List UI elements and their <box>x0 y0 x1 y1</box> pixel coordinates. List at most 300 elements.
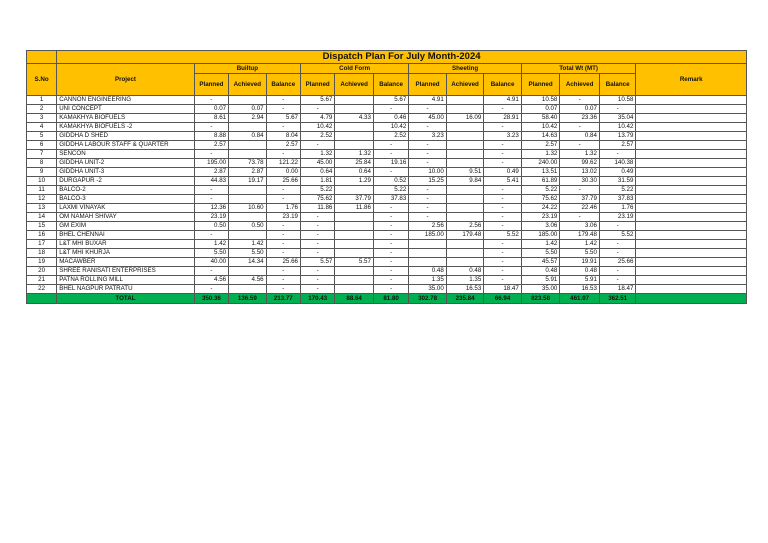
table-row <box>27 213 747 222</box>
dispatch-plan-table <box>26 50 747 304</box>
value-cell: 19.16 <box>373 159 408 168</box>
value-cell: 0.84 <box>560 132 600 141</box>
sub-header-planned: Planned <box>409 74 447 96</box>
value-cell: 5.41 <box>484 177 522 186</box>
sub-header-achieved: Achieved <box>229 74 267 96</box>
cold-form-header: Cold Form <box>300 64 408 74</box>
value-cell: 45.57 <box>521 258 560 267</box>
project-cell: BHEL CHENNAI <box>57 231 195 240</box>
value-cell <box>229 123 267 132</box>
value-cell: 5.22 <box>521 186 560 195</box>
value-cell: - <box>373 285 408 294</box>
remark-cell <box>636 123 747 132</box>
value-cell <box>335 231 374 240</box>
project-cell: KAMAKHYA BIOFUELS -2 <box>57 123 195 132</box>
value-cell: 0.00 <box>266 168 300 177</box>
value-cell <box>229 96 267 105</box>
value-cell: 5.50 <box>521 249 560 258</box>
value-cell: - <box>194 195 228 204</box>
value-cell: 23.19 <box>599 213 635 222</box>
value-cell: - <box>409 186 447 195</box>
value-cell: - <box>266 267 300 276</box>
project-cell: LAXMI VINAYAK <box>57 204 195 213</box>
value-cell: 0.64 <box>300 168 334 177</box>
value-cell: 44.83 <box>194 177 228 186</box>
value-cell: - <box>409 141 447 150</box>
value-cell: - <box>373 258 408 267</box>
total-value-cell: 66.94 <box>484 294 522 304</box>
value-cell: - <box>599 240 635 249</box>
value-cell: - <box>484 204 522 213</box>
remark-cell <box>636 114 747 123</box>
value-cell: 35.00 <box>409 285 447 294</box>
value-cell: - <box>484 258 522 267</box>
value-cell <box>229 186 267 195</box>
sub-header-planned: Planned <box>300 74 334 96</box>
value-cell: - <box>599 150 635 159</box>
value-cell <box>335 240 374 249</box>
table-row <box>27 222 747 231</box>
value-cell: 2.56 <box>409 222 447 231</box>
value-cell: - <box>484 141 522 150</box>
project-cell: SENCON <box>57 150 195 159</box>
value-cell: - <box>373 249 408 258</box>
value-cell <box>446 186 484 195</box>
total-value-cell: 350.36 <box>194 294 228 304</box>
value-cell <box>446 123 484 132</box>
value-cell: - <box>599 249 635 258</box>
sub-header-achieved: Achieved <box>335 74 374 96</box>
value-cell: 10.58 <box>521 96 560 105</box>
value-cell: 12.36 <box>194 204 228 213</box>
value-cell: 0.07 <box>560 105 600 114</box>
value-cell: - <box>560 123 600 132</box>
value-cell: 35.00 <box>521 285 560 294</box>
value-cell: 121.22 <box>266 159 300 168</box>
value-cell: - <box>373 105 408 114</box>
sno-cell: 13 <box>27 204 57 213</box>
value-cell: 0.48 <box>446 267 484 276</box>
value-cell: 15.25 <box>409 177 447 186</box>
value-cell: - <box>266 276 300 285</box>
value-cell: - <box>373 267 408 276</box>
table-row <box>27 159 747 168</box>
value-cell: 4.56 <box>229 276 267 285</box>
value-cell: 185.00 <box>409 231 447 240</box>
value-cell: 5.50 <box>560 249 600 258</box>
value-cell: - <box>373 213 408 222</box>
project-cell: GIDDHA LABOUR STAFF & QUARTER <box>57 141 195 150</box>
value-cell: - <box>300 267 334 276</box>
value-cell <box>409 258 447 267</box>
value-cell: - <box>409 150 447 159</box>
value-cell: - <box>484 249 522 258</box>
value-cell <box>335 96 374 105</box>
value-cell: 11.86 <box>300 204 334 213</box>
remark-cell <box>636 159 747 168</box>
value-cell: - <box>484 213 522 222</box>
value-cell <box>229 285 267 294</box>
table-row <box>27 204 747 213</box>
value-cell: 5.22 <box>599 186 635 195</box>
remark-cell <box>636 195 747 204</box>
total-value-cell: 461.07 <box>560 294 600 304</box>
value-cell <box>229 213 267 222</box>
value-cell: 5.91 <box>521 276 560 285</box>
value-cell: 0.49 <box>599 168 635 177</box>
value-cell: 1.81 <box>300 177 334 186</box>
value-cell: - <box>560 213 600 222</box>
value-cell: 1.29 <box>335 177 374 186</box>
sub-header-balance: Balance <box>484 74 522 96</box>
sno-cell: 10 <box>27 177 57 186</box>
table-row <box>27 186 747 195</box>
value-cell: - <box>266 249 300 258</box>
value-cell <box>335 132 374 141</box>
value-cell: 2.94 <box>229 114 267 123</box>
project-header: Project <box>57 64 195 96</box>
value-cell: - <box>599 276 635 285</box>
value-cell: 25.66 <box>599 258 635 267</box>
value-cell: 185.00 <box>521 231 560 240</box>
value-cell: 8.88 <box>194 132 228 141</box>
remark-cell <box>636 267 747 276</box>
value-cell: - <box>373 204 408 213</box>
value-cell: 0.07 <box>521 105 560 114</box>
project-cell: GIDDHA UNIT-2 <box>57 159 195 168</box>
value-cell: 40.00 <box>194 258 228 267</box>
value-cell: 18.47 <box>599 285 635 294</box>
value-cell: 10.42 <box>300 123 334 132</box>
remark-cell <box>636 276 747 285</box>
builtup-header: Builtup <box>194 64 300 74</box>
sno-cell: 4 <box>27 123 57 132</box>
remark-cell <box>636 177 747 186</box>
value-cell <box>446 258 484 267</box>
table-title: Dispatch Plan For July Month-2024 <box>57 51 747 64</box>
value-cell: - <box>599 222 635 231</box>
remark-cell <box>636 96 747 105</box>
value-cell: 11.86 <box>335 204 374 213</box>
table-row <box>27 267 747 276</box>
project-cell: BALCO-3 <box>57 195 195 204</box>
value-cell: - <box>266 195 300 204</box>
project-cell: PATNA ROLLING MILL <box>57 276 195 285</box>
value-cell: 9.84 <box>446 177 484 186</box>
sno-cell: 14 <box>27 213 57 222</box>
value-cell: - <box>194 96 228 105</box>
value-cell: 3.23 <box>484 132 522 141</box>
value-cell: - <box>300 222 334 231</box>
value-cell: 1.32 <box>521 150 560 159</box>
table-row <box>27 114 747 123</box>
remark-cell <box>636 168 747 177</box>
value-cell: 58.40 <box>521 114 560 123</box>
value-cell: - <box>373 168 408 177</box>
value-cell: 19.91 <box>560 258 600 267</box>
value-cell: 179.48 <box>446 231 484 240</box>
sub-header-balance: Balance <box>599 74 635 96</box>
value-cell: - <box>484 222 522 231</box>
total-value-cell: 136.59 <box>229 294 267 304</box>
value-cell: 45.00 <box>300 159 334 168</box>
value-cell: - <box>409 195 447 204</box>
sub-header-balance: Balance <box>266 74 300 96</box>
value-cell: - <box>560 141 600 150</box>
value-cell: 30.30 <box>560 177 600 186</box>
value-cell <box>229 195 267 204</box>
value-cell: - <box>409 123 447 132</box>
value-cell: - <box>266 186 300 195</box>
project-cell: MACAWBER <box>57 258 195 267</box>
sno-cell: 21 <box>27 276 57 285</box>
value-cell: - <box>409 159 447 168</box>
value-cell: - <box>300 141 334 150</box>
table-row <box>27 285 747 294</box>
sno-cell: 12 <box>27 195 57 204</box>
value-cell: 1.42 <box>560 240 600 249</box>
value-cell <box>446 213 484 222</box>
value-cell: - <box>194 123 228 132</box>
value-cell: 13.79 <box>599 132 635 141</box>
value-cell: 10.42 <box>599 123 635 132</box>
project-cell: SHREE RANISATI ENTERPRISES <box>57 267 195 276</box>
value-cell <box>446 195 484 204</box>
value-cell: 4.91 <box>409 96 447 105</box>
value-cell: - <box>300 231 334 240</box>
value-cell: 2.52 <box>300 132 334 141</box>
value-cell: 61.89 <box>521 177 560 186</box>
remark-cell <box>636 222 747 231</box>
remark-cell <box>636 249 747 258</box>
value-cell: - <box>300 240 334 249</box>
value-cell: 75.62 <box>300 195 334 204</box>
value-cell: 10.60 <box>229 204 267 213</box>
value-cell: - <box>300 249 334 258</box>
value-cell <box>446 159 484 168</box>
sno-header: S.No <box>27 64 57 96</box>
value-cell: 13.02 <box>560 168 600 177</box>
value-cell: 2.57 <box>194 141 228 150</box>
value-cell: 5.67 <box>300 96 334 105</box>
remark-cell <box>636 258 747 267</box>
value-cell: 0.50 <box>194 222 228 231</box>
value-cell: 5.57 <box>335 258 374 267</box>
table-row <box>27 240 747 249</box>
sheeting-header: Sheeting <box>409 64 522 74</box>
value-cell: 35.04 <box>599 114 635 123</box>
value-cell: - <box>484 276 522 285</box>
value-cell: 0.46 <box>373 114 408 123</box>
value-cell: 2.87 <box>229 168 267 177</box>
value-cell: 5.22 <box>300 186 334 195</box>
sno-cell: 18 <box>27 249 57 258</box>
value-cell: 2.56 <box>446 222 484 231</box>
value-cell: 75.62 <box>521 195 560 204</box>
total-value-cell: 362.51 <box>599 294 635 304</box>
sub-header-planned: Planned <box>521 74 560 96</box>
value-cell: 16.09 <box>446 114 484 123</box>
value-cell <box>446 105 484 114</box>
project-cell: UNI CONCEPT <box>57 105 195 114</box>
sno-cell: 2 <box>27 105 57 114</box>
table-row <box>27 231 747 240</box>
sno-cell: 3 <box>27 114 57 123</box>
sub-header-balance: Balance <box>373 74 408 96</box>
table-row <box>27 249 747 258</box>
value-cell <box>335 222 374 231</box>
value-cell: 19.17 <box>229 177 267 186</box>
sno-cell: 17 <box>27 240 57 249</box>
value-cell: - <box>194 285 228 294</box>
value-cell: 3.23 <box>409 132 447 141</box>
value-cell: - <box>194 186 228 195</box>
value-cell: 5.67 <box>373 96 408 105</box>
value-cell: 0.64 <box>335 168 374 177</box>
project-cell: DURGAPUR -2 <box>57 177 195 186</box>
remark-cell <box>636 105 747 114</box>
value-cell <box>446 150 484 159</box>
total-wt-header: Total Wt (MT) <box>521 64 636 74</box>
table-row <box>27 105 747 114</box>
table-row <box>27 141 747 150</box>
value-cell: 22.46 <box>560 204 600 213</box>
remark-cell <box>636 213 747 222</box>
value-cell: 23.19 <box>521 213 560 222</box>
value-cell: - <box>373 240 408 249</box>
value-cell: 2.57 <box>266 141 300 150</box>
value-cell: 1.76 <box>266 204 300 213</box>
value-cell: - <box>484 267 522 276</box>
value-cell: 4.91 <box>484 96 522 105</box>
value-cell: - <box>266 96 300 105</box>
value-cell <box>446 96 484 105</box>
value-cell: - <box>484 150 522 159</box>
value-cell: 3.06 <box>521 222 560 231</box>
sno-cell: 1 <box>27 96 57 105</box>
total-value-cell: 88.64 <box>335 294 374 304</box>
value-cell <box>335 285 374 294</box>
value-cell <box>335 123 374 132</box>
value-cell: 5.52 <box>484 231 522 240</box>
value-cell <box>335 141 374 150</box>
total-value-cell: 170.43 <box>300 294 334 304</box>
value-cell: - <box>484 159 522 168</box>
value-cell: 5.50 <box>194 249 228 258</box>
value-cell: 37.79 <box>560 195 600 204</box>
value-cell: - <box>373 222 408 231</box>
value-cell: 25.66 <box>266 258 300 267</box>
remark-cell <box>636 204 747 213</box>
value-cell: 10.58 <box>599 96 635 105</box>
value-cell: 1.35 <box>446 276 484 285</box>
project-cell: KAMAKHYA BIOFUELS <box>57 114 195 123</box>
value-cell: - <box>194 150 228 159</box>
sno-cell: 5 <box>27 132 57 141</box>
value-cell: 37.79 <box>335 195 374 204</box>
table-row <box>27 177 747 186</box>
sno-cell: 11 <box>27 186 57 195</box>
value-cell: - <box>484 123 522 132</box>
project-cell: CANNON ENGINEERING <box>57 96 195 105</box>
sno-cell: 15 <box>27 222 57 231</box>
sub-header-planned: Planned <box>194 74 228 96</box>
value-cell: 2.57 <box>599 141 635 150</box>
value-cell: 5.52 <box>599 231 635 240</box>
value-cell: 99.62 <box>560 159 600 168</box>
value-cell: 0.84 <box>229 132 267 141</box>
value-cell <box>229 267 267 276</box>
value-cell: - <box>373 231 408 240</box>
value-cell: 37.83 <box>599 195 635 204</box>
value-cell <box>409 249 447 258</box>
value-cell <box>335 276 374 285</box>
value-cell: - <box>300 285 334 294</box>
remark-cell <box>636 285 747 294</box>
value-cell: - <box>266 123 300 132</box>
project-cell: GIDDHA D SHED <box>57 132 195 141</box>
value-cell <box>335 249 374 258</box>
value-cell <box>446 204 484 213</box>
sno-cell: 20 <box>27 267 57 276</box>
value-cell: 0.48 <box>560 267 600 276</box>
value-cell: - <box>194 267 228 276</box>
value-cell: - <box>266 231 300 240</box>
project-cell: GIDDHA UNIT-3 <box>57 168 195 177</box>
table-row <box>27 168 747 177</box>
total-value-cell: 213.77 <box>266 294 300 304</box>
value-cell: 140.38 <box>599 159 635 168</box>
value-cell: 1.32 <box>335 150 374 159</box>
total-value-cell: 823.58 <box>521 294 560 304</box>
value-cell: 2.87 <box>194 168 228 177</box>
value-cell: - <box>484 105 522 114</box>
value-cell <box>229 141 267 150</box>
value-cell: 1.32 <box>300 150 334 159</box>
total-value-cell: 302.78 <box>409 294 447 304</box>
project-cell: GM EXIM <box>57 222 195 231</box>
project-cell: BALCO-2 <box>57 186 195 195</box>
value-cell: - <box>266 105 300 114</box>
value-cell: 23.19 <box>266 213 300 222</box>
table-row <box>27 96 747 105</box>
value-cell <box>229 231 267 240</box>
value-cell: 10.42 <box>373 123 408 132</box>
value-cell: 8.04 <box>266 132 300 141</box>
value-cell: 1.42 <box>521 240 560 249</box>
value-cell: 73.78 <box>229 159 267 168</box>
value-cell: 25.66 <box>266 177 300 186</box>
value-cell: - <box>373 141 408 150</box>
total-row <box>27 294 747 304</box>
value-cell: 1.35 <box>409 276 447 285</box>
value-cell: 4.33 <box>335 114 374 123</box>
value-cell: 195.00 <box>194 159 228 168</box>
table-row <box>27 123 747 132</box>
value-cell: 0.50 <box>229 222 267 231</box>
sub-header-achieved: Achieved <box>446 74 484 96</box>
total-sno-cell <box>27 294 57 304</box>
value-cell: 5.67 <box>266 114 300 123</box>
value-cell: 24.22 <box>521 204 560 213</box>
value-cell <box>446 132 484 141</box>
value-cell: 28.91 <box>484 114 522 123</box>
project-cell: BHEL NAGPUR PATRATU <box>57 285 195 294</box>
table-body <box>27 96 747 294</box>
value-cell: - <box>560 96 600 105</box>
value-cell: 13.51 <box>521 168 560 177</box>
value-cell: - <box>266 285 300 294</box>
